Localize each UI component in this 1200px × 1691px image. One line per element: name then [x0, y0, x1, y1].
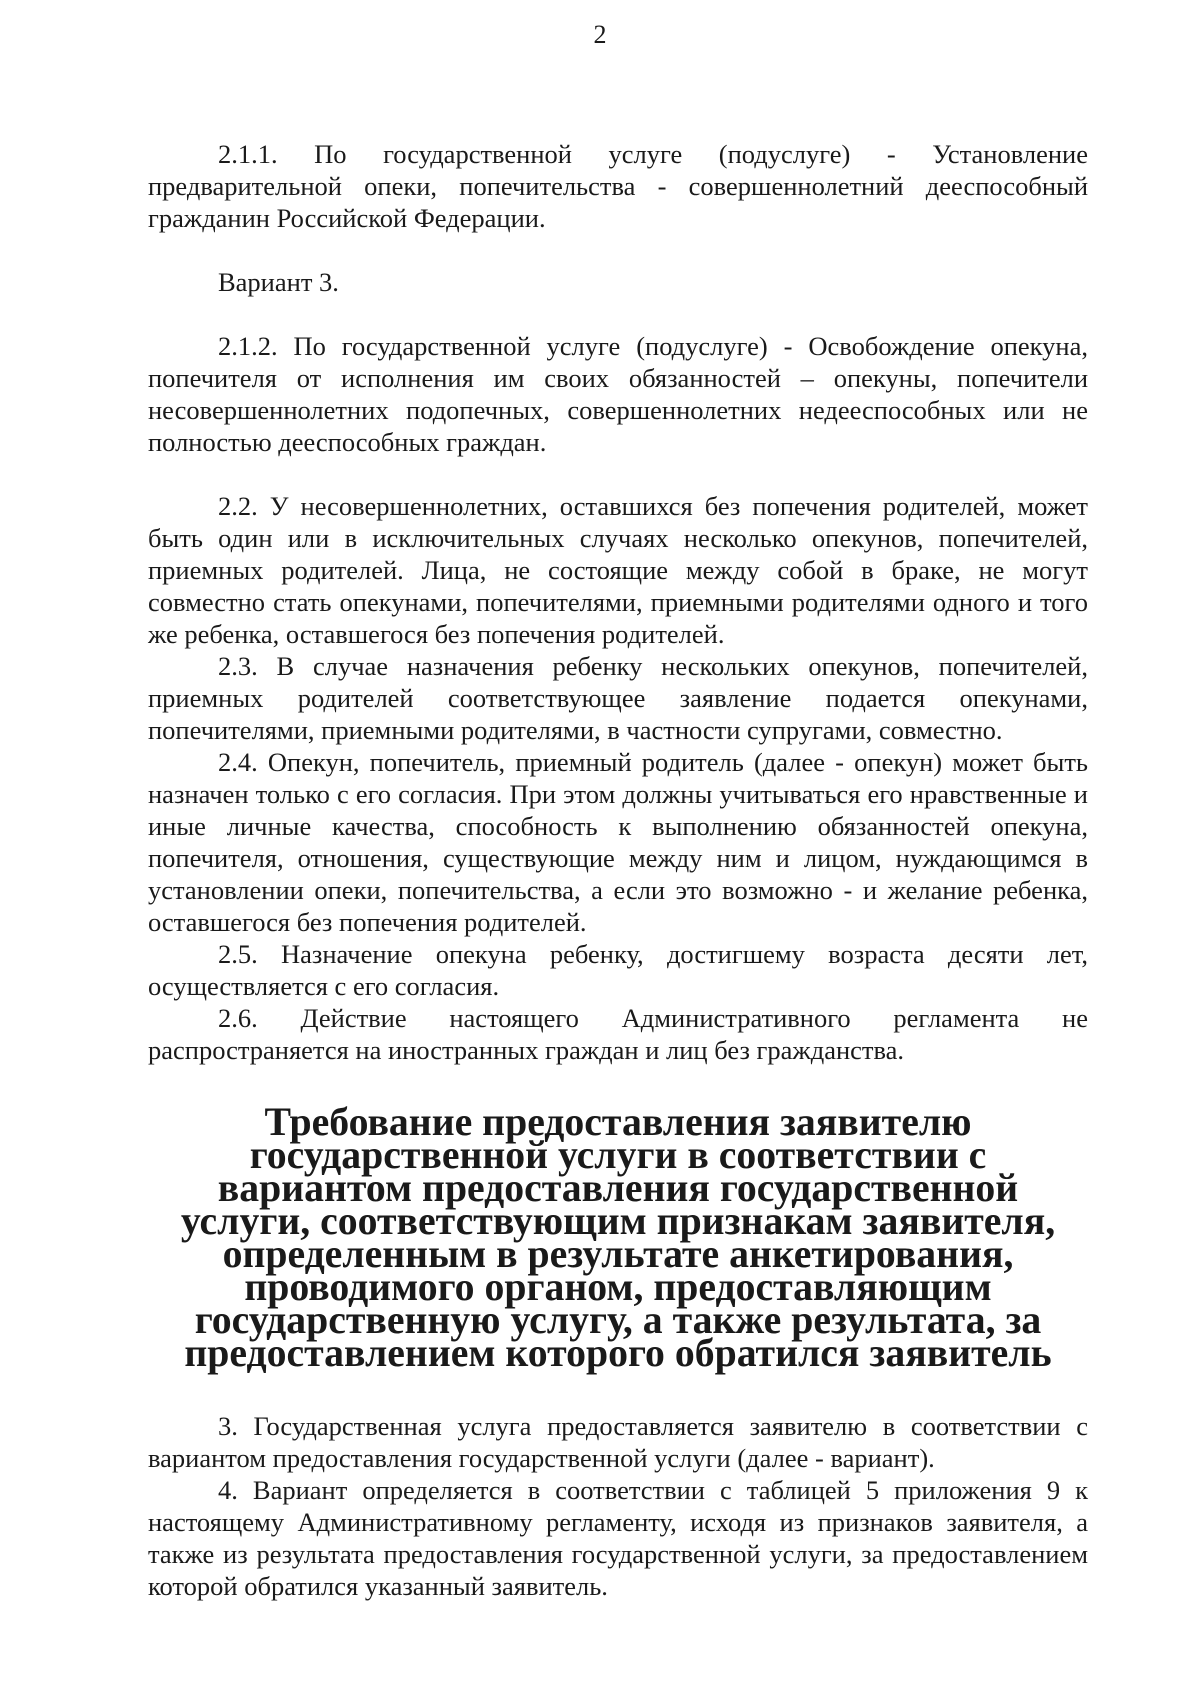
paragraph-2-1-1: 2.1.1. По государственной услуге (подуслуге) - Установление предварительной опеки, попечительства - совершеннолетний дееспособный гражданин Российской Федерации. — [148, 139, 1088, 233]
paragraph-2-3: 2.3. В случае назначения ребенку нескольких опекунов, попечителей, приемных родителей соответствующее заявление подается опекунами, попечителями, приемными родителями, в частности супругами, совместно. — [148, 651, 1088, 745]
document-body — [148, 138, 1088, 1602]
paragraph-2-2: 2.2. У несовершеннолетних, оставшихся без попечения родителей, может быть один или в исключительных случаях несколько опекунов, попечителей, приемных родителей. Лица, не состоящие между собой в браке, не могут совместно стать опекунами, попечителями, приемными родителями одного и того же ребенка, оставшегося без попечения родителей. — [148, 491, 1088, 649]
variant-label: Вариант 3. — [218, 267, 339, 297]
section-heading: Требование предоставления заявителю государственной услуги в соответствии с вариантом предоставления государственной услуги, соответствующим признакам заявителя, определенным в результате анкетирования, проводимого органом, предоставляющим государственную услугу, а также результата, за предоставлением которого обратился заявитель — [180, 1100, 1056, 1375]
paragraph-2-6: 2.6. Действие настоящего Административного регламента не распространяется на иностранных граждан и лиц без гражданства. — [148, 1003, 1088, 1065]
paragraph-2-5: 2.5. Назначение опекуна ребенку, достигшему возраста десяти лет, осуществляется с его согласия. — [148, 939, 1088, 1001]
paragraph-4: 4. Вариант определяется в соответствии с таблицей 5 приложения 9 к настоящему Административному регламенту, исходя из признаков заявителя, а также из результата предоставления государственной услуги, за предоставлением которой обратился указанный заявитель. — [148, 1475, 1088, 1601]
paragraph-3: 3. Государственная услуга предоставляется заявителю в соответствии с вариантом предоставления государственной услуги (далее - вариант). — [148, 1411, 1088, 1473]
paragraph-2-1-2: 2.1.2. По государственной услуге (подуслуге) - Освобождение опекуна, попечителя от исполнения им своих обязанностей – опекуны, попечители несовершеннолетних подопечных, совершеннолетних недееспособных или не полностью дееспособных граждан. — [148, 331, 1088, 457]
page-number: 2 — [593, 20, 607, 49]
paragraph-2-4: 2.4. Опекун, попечитель, приемный родитель (далее - опекун) может быть назначен только с его согласия. При этом должны учитываться его нравственные и иные личные качества, способность к выполнению обязанностей опекуна, попечителя, отношения, существующие между ним и лицом, нуждающимся в установлении опеки, попечительства, а если это возможно - и желание ребенка, оставшегося без попечения родителей. — [148, 747, 1088, 937]
